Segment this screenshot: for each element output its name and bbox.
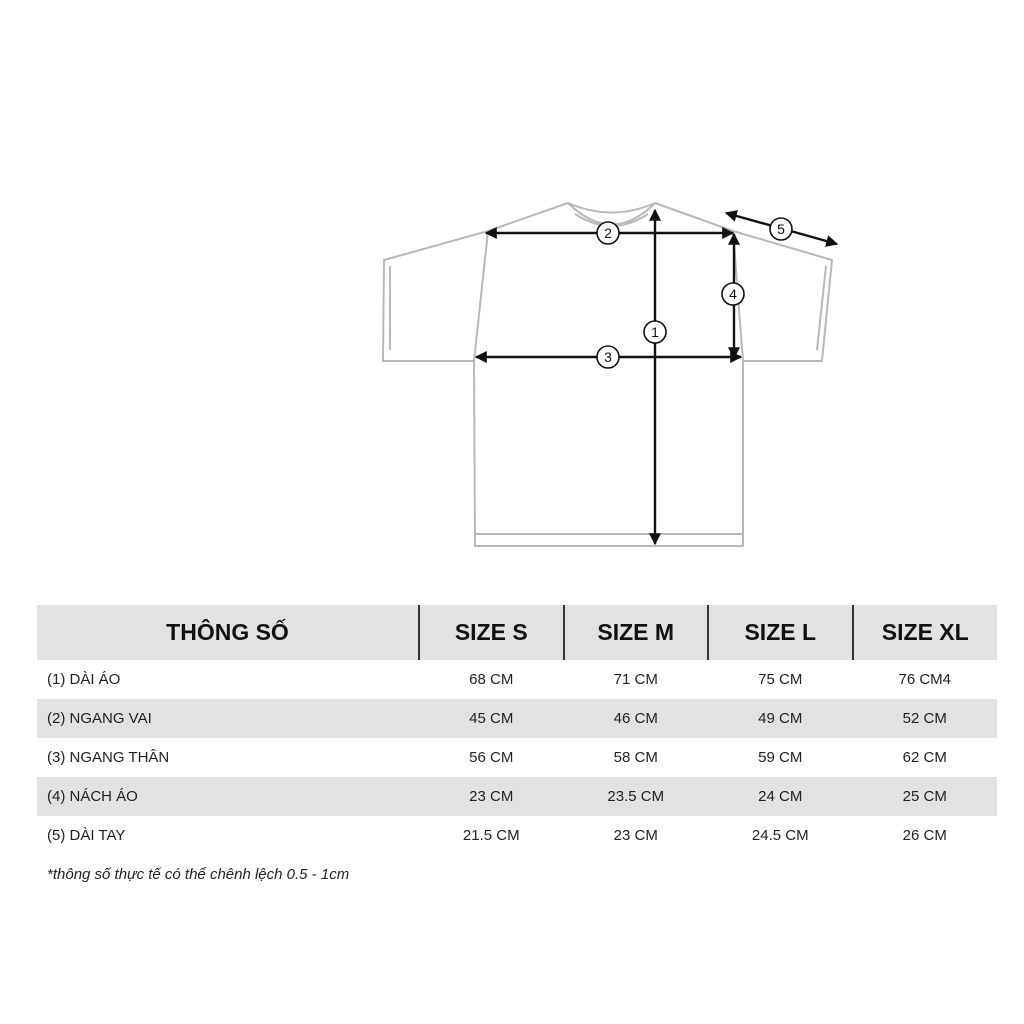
marker-2 — [597, 222, 619, 244]
cell-value: 62 CM — [902, 749, 947, 766]
cell-value: 46 CM — [564, 699, 709, 738]
cell-value: 59 CM — [758, 749, 803, 766]
tshirt-outline — [383, 203, 832, 546]
cell-value: 23 CM — [419, 777, 564, 816]
cell-value: 45 CM — [419, 699, 564, 738]
marker-4 — [722, 283, 744, 305]
svg-text:1: 1 — [651, 324, 659, 340]
svg-text:3: 3 — [604, 349, 612, 365]
row-label: (5) DÀI TAY — [47, 827, 126, 844]
table-row — [37, 699, 997, 738]
svg-text:4: 4 — [729, 286, 737, 302]
table-row — [37, 738, 997, 777]
marker-1 — [644, 321, 666, 343]
cell-value: 75 CM — [758, 671, 803, 688]
size-chart-table — [37, 605, 997, 855]
cell-value: 71 CM — [613, 671, 658, 688]
cell-value: 26 CM — [902, 827, 947, 844]
cell-value: 24 CM — [708, 777, 853, 816]
header-size-l: SIZE L — [708, 605, 853, 660]
cell-value: 24.5 CM — [751, 827, 809, 844]
row-label: (3) NGANG THÂN — [47, 749, 170, 766]
cell-value: 23 CM — [613, 827, 658, 844]
table-header-row — [37, 605, 997, 660]
measure-arrows — [476, 210, 837, 544]
marker-5 — [770, 218, 792, 240]
cell-value: 68 CM — [469, 671, 514, 688]
header-size-xl: SIZE XL — [853, 605, 998, 660]
cell-value: 21.5 CM — [462, 827, 520, 844]
table-row — [37, 660, 997, 699]
header-size-m: SIZE M — [564, 605, 709, 660]
measurement-tolerance-note: *thông số thực tế có thể chênh lệch 0.5 - 1cm — [47, 866, 350, 883]
table-row — [37, 816, 997, 855]
table-row — [37, 777, 997, 816]
marker-3 — [597, 346, 619, 368]
cell-value: 58 CM — [613, 749, 658, 766]
row-label: (1) DÀI ÁO — [47, 671, 121, 688]
cell-value: 56 CM — [469, 749, 514, 766]
cell-value: 49 CM — [708, 699, 853, 738]
header-parameter: THÔNG SỐ — [37, 605, 419, 660]
header-size-s: SIZE S — [419, 605, 564, 660]
cell-value: 25 CM — [853, 777, 998, 816]
cell-value: 52 CM — [853, 699, 998, 738]
svg-text:2: 2 — [604, 225, 612, 241]
cell-value: 23.5 CM — [564, 777, 709, 816]
cell-value: 76 CM4 — [898, 671, 952, 688]
svg-text:5: 5 — [777, 221, 785, 237]
row-label: (2) NGANG VAI — [37, 699, 419, 738]
row-label: (4) NÁCH ÁO — [37, 777, 419, 816]
